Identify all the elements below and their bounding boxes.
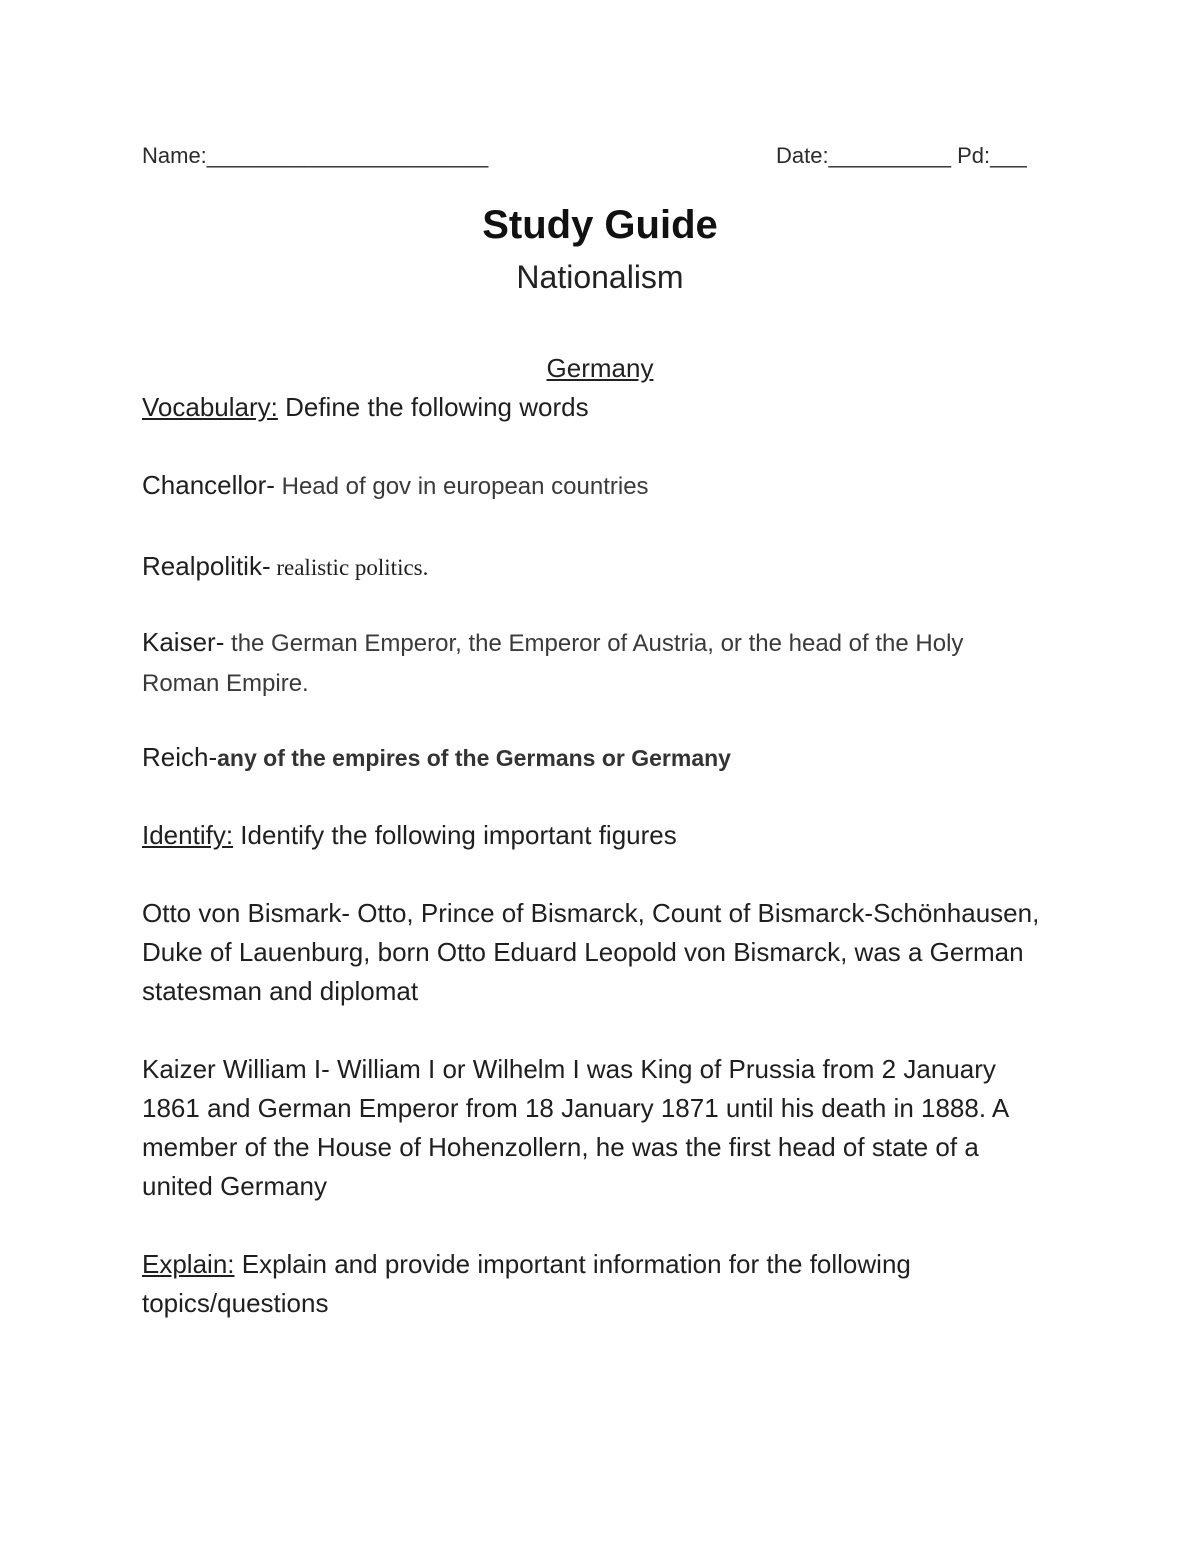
vocab-item-kaiser	[142, 623, 1042, 703]
vocabulary-heading	[142, 392, 589, 423]
identify-instruction: Identify the following important figures	[233, 820, 677, 850]
vocabulary-label: Vocabulary:	[142, 392, 278, 422]
page-title: Study Guide	[482, 203, 718, 247]
identify-label: Identify:	[142, 820, 234, 850]
vocabulary-instruction: Define the following words	[277, 392, 589, 422]
explain-instruction: Explain and provide important information for the following topics/questions	[142, 1249, 911, 1318]
date-period-field	[776, 143, 1027, 169]
name-field: Name:_______________________	[142, 143, 489, 168]
period-field: Pd:___	[957, 143, 1027, 168]
vocab-term: Chancellor-	[142, 470, 275, 500]
vocab-item-reich	[142, 742, 731, 773]
vocab-term: Kaiser-	[142, 627, 225, 657]
explain-heading	[142, 1245, 1042, 1323]
vocab-definition: Head of gov in european countries	[274, 473, 649, 500]
explain-label: Explain:	[142, 1249, 235, 1279]
vocab-definition: realistic politics.	[270, 555, 429, 580]
identify-heading	[142, 820, 677, 851]
vocab-item-realpolitik	[142, 551, 428, 582]
header-row	[142, 143, 1058, 173]
vocab-term: Realpolitik-	[142, 551, 271, 581]
section-heading: Germany	[546, 353, 654, 383]
date-field: Date:__________	[776, 143, 951, 168]
identify-item-bismarck: Otto von Bismark- Otto, Prince of Bismarck, Count of Bismarck-Schönhausen, Duke of Lauenburg, born Otto Eduard Leopold von Bismarck, was a German statesman and diplomat	[142, 898, 1040, 1006]
page-subtitle: Nationalism	[516, 259, 684, 295]
vocab-item-chancellor	[142, 470, 649, 501]
vocab-term: Reich-	[142, 742, 218, 772]
vocab-definition: the German Emperor, the Emperor of Austria, or the head of the Holy Roman Empire.	[142, 630, 964, 697]
vocab-definition: any of the empires of the Germans or Germany	[217, 745, 731, 771]
identify-item-william: Kaizer William I- William I or Wilhelm I was King of Prussia from 2 January 1861 and German Emperor from 18 January 1871 until his death in 1888. A member of the House of Hohenzollern, he was the first head of state of a united Germany	[142, 1054, 1008, 1201]
